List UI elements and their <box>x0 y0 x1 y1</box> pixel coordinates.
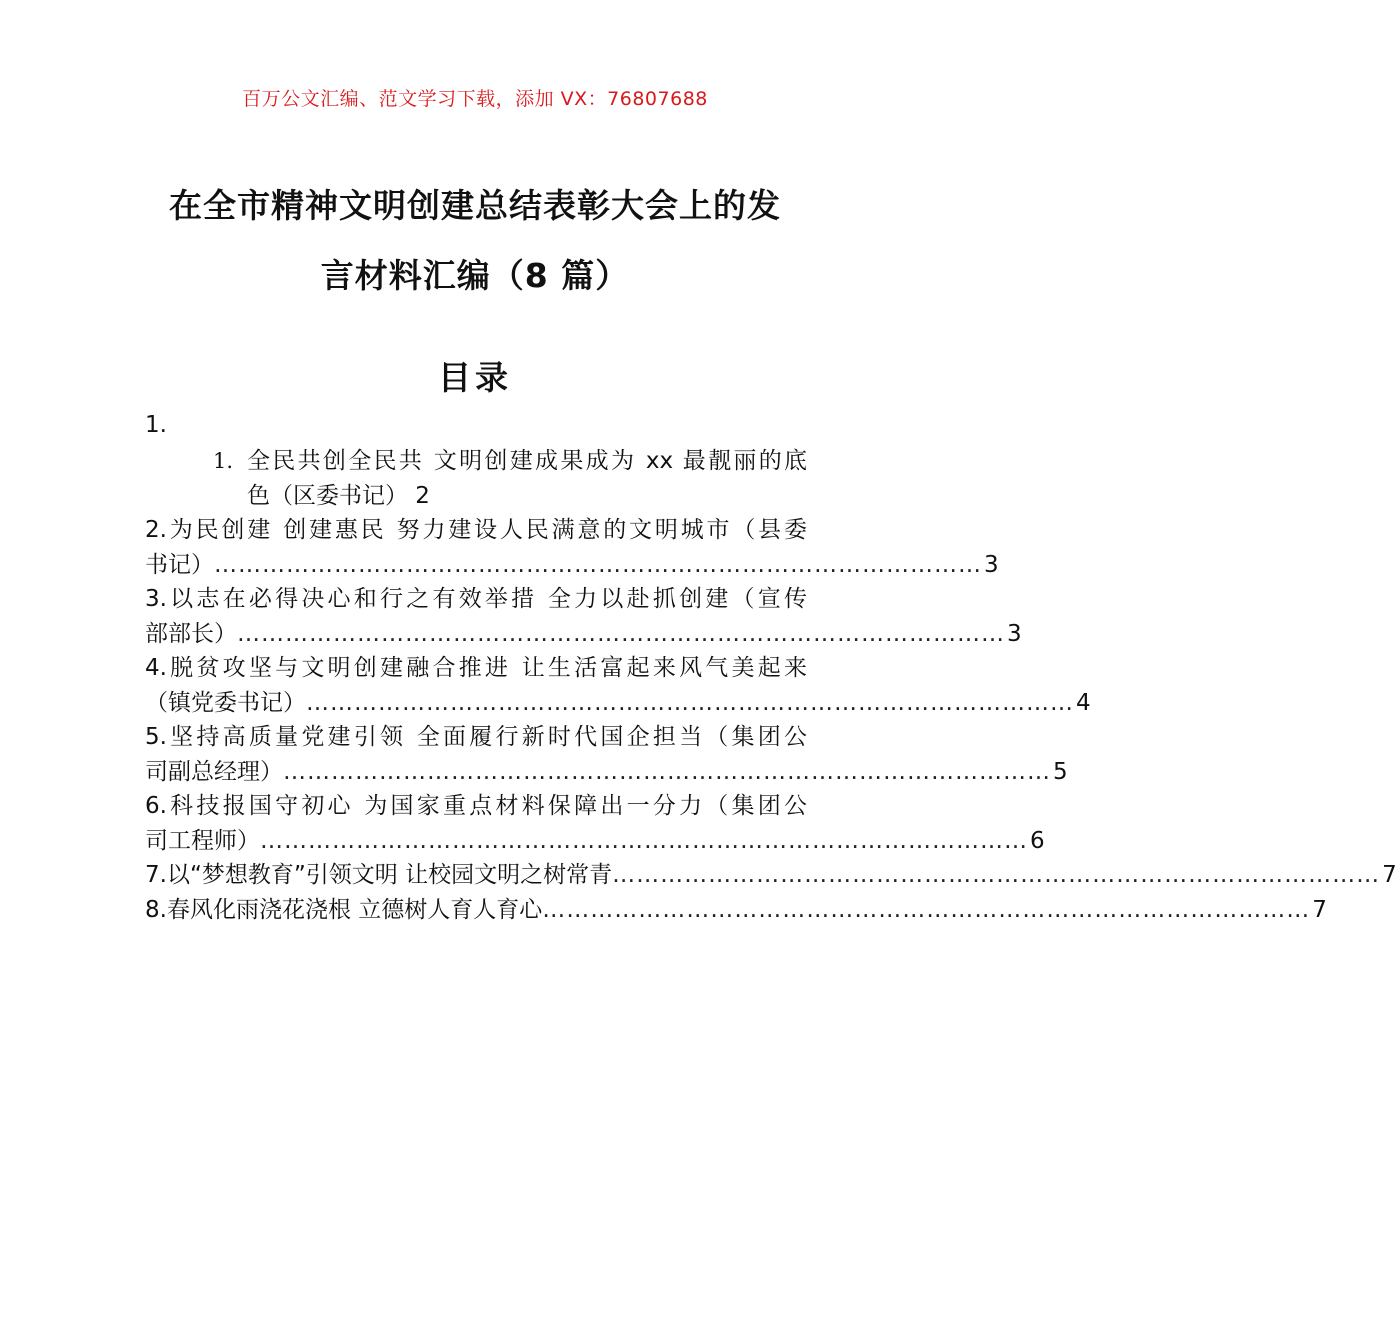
toc-item-1-line-2: 色（区委书记） 2 <box>247 482 430 509</box>
toc-item-5-line-1: 5.坚持高质量党建引领 全面履行新时代国企担当（集团公 <box>145 724 807 750</box>
toc-item-6-line-1: 6.科技报国守初心 为国家重点材料保障出一分力（集团公 <box>145 793 807 819</box>
toc-item-8-page: 7 <box>1312 896 1327 923</box>
header-note: 百万公文汇编、范文学习下载，添加 VX：76807688 <box>242 88 708 110</box>
table-of-contents <box>145 408 1397 927</box>
toc-item-5[interactable] <box>145 720 1068 789</box>
toc-item-4[interactable] <box>145 651 1091 720</box>
toc-heading: 目录 <box>438 358 512 397</box>
toc-item-4-line-2: （镇党委书记） <box>145 689 306 716</box>
toc-item-6-page: 6 <box>1030 827 1045 854</box>
toc-item-2-line-2: 书记） <box>145 551 214 578</box>
toc-first-marker: 1. <box>145 412 167 438</box>
toc-item-6[interactable] <box>145 789 1045 858</box>
toc-item-3-line-2: 部部长） <box>145 620 237 647</box>
toc-item-7-page: 7 <box>1382 862 1397 888</box>
document-title-line-1: 在全市精神文明创建总结表彰大会上的发 <box>169 186 781 225</box>
toc-item-3[interactable] <box>145 582 1022 651</box>
toc-item-8-line-1: 8.春风化雨浇花浇根 立德树人育人育心 <box>145 896 543 923</box>
toc-item-7[interactable] <box>145 858 1397 893</box>
toc-leader-dots: …………………………………………………………………………………… <box>237 620 1005 647</box>
toc-item-2-line-1: 2.为民创建 创建惠民 努力建设人民满意的文明城市（县委 <box>145 517 807 543</box>
toc-leader-dots: …………………………………………………………………………………… <box>283 758 1051 785</box>
toc-item-2-page: 3 <box>984 551 999 578</box>
toc-item-3-line-1: 3.以志在必得决心和行之有效举措 全力以赴抓创建（宣传 <box>145 586 807 612</box>
toc-item-1[interactable] <box>145 444 807 513</box>
toc-item-3-page: 3 <box>1007 620 1022 647</box>
document-title-line-2: 言材料汇编（8 篇） <box>320 256 630 295</box>
toc-item-4-line-1: 4.脱贫攻坚与文明创建融合推进 让生活富起来风气美起来 <box>145 655 807 681</box>
toc-leader-dots: …………………………………………………………………………………… <box>260 827 1028 854</box>
toc-item-5-line-2: 司副总经理） <box>145 758 283 785</box>
toc-leader-dots: …………………………………………………………………………………… <box>612 862 1381 888</box>
toc-item-5-page: 5 <box>1053 758 1068 785</box>
toc-item-7-line-1: 7.以“梦想教育”引领文明 让校园文明之树常青 <box>145 862 613 888</box>
toc-item-2[interactable] <box>145 513 999 582</box>
toc-item-1-marker: 1. <box>213 449 234 473</box>
toc-leader-dots: …………………………………………………………………………………… <box>306 689 1074 716</box>
toc-item-1-line-1: 全民共创全民共 文明创建成果成为 xx 最靓丽的底 <box>247 448 807 474</box>
toc-leader-dots: …………………………………………………………………………………… <box>214 551 982 578</box>
toc-item-4-page: 4 <box>1076 689 1091 716</box>
toc-item-8[interactable] <box>145 893 1327 928</box>
toc-item-6-line-2: 司工程师） <box>145 827 260 854</box>
toc-leader-dots: …………………………………………………………………………………… <box>542 896 1311 923</box>
